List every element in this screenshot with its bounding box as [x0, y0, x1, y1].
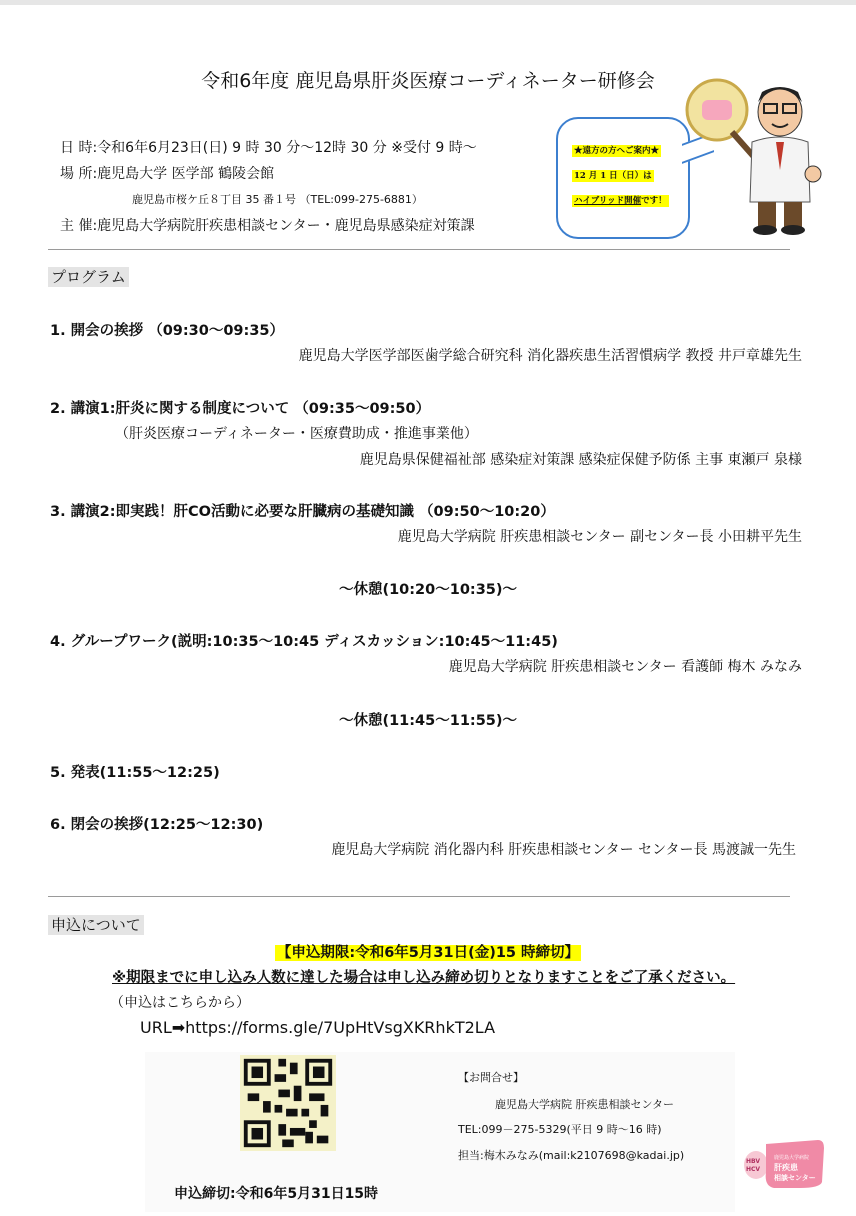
contact-org: 鹿児島大学病院 肝疾患相談センター	[495, 1098, 675, 1111]
logo-side-bubble	[744, 1151, 768, 1179]
program-item-3-speaker: 鹿児島大学病院 肝疾患相談センター 副センター長 小田耕平先生	[397, 529, 802, 545]
program-item-1-heading: 1. 開会の挨拶 （09:30～09:35）	[50, 323, 285, 339]
program-item-6-speaker: 鹿児島大学病院 消化器内科 肝疾患相談センター センター長 馬渡誠一先生	[331, 842, 796, 858]
datetime-line: 日 時:令和6年6月23日(日) 9 時 30 分～12時 30 分 ※受付 9 時～	[60, 140, 477, 156]
application-url[interactable]: URL➡https://forms.gle/7UpHtVsgXKRhkT2LA	[140, 1018, 496, 1037]
program-item-4-heading: 4. グループワーク(説明:10:35～10:45 ディスカッション:10:45～11:45)	[50, 634, 558, 650]
mascot-leg-right	[784, 202, 802, 228]
logo-hcv: HCV	[746, 1166, 761, 1173]
deadline-highlight: 【申込期限:令和6年5月31日(金)15 時締切】	[276, 945, 580, 961]
program-item-5-heading: 5. 発表(11:55～12:25)	[50, 765, 220, 781]
divider-2	[48, 896, 790, 897]
address-line: 鹿児島市桜ケ丘８丁目 35 番１号 （TEL:099-275-6881）	[132, 193, 423, 206]
logo-text-3: 相談センター	[774, 1174, 816, 1182]
mascot-shoe-left	[753, 225, 777, 235]
program-item-6-heading: 6. 閉会の挨拶(12:25～12:30)	[50, 817, 264, 833]
break-2: ～休憩(11:45～11:55)～	[338, 713, 518, 729]
organizer-line: 主 催:鹿児島大学病院肝疾患相談センター・鹿児島県感染症対策課	[60, 218, 475, 234]
top-strip	[0, 0, 856, 5]
hybrid-notice-bubble	[556, 117, 690, 239]
application-section-label: 申込について	[48, 915, 144, 935]
bubble-line-2: 12 月 1 日（日）は	[574, 171, 652, 181]
liver-center-logo	[740, 1132, 830, 1192]
mascot-shoe-right	[781, 225, 805, 235]
contact-person: 担当:梅木みなみ(mail:k2107698@kadai.jp)	[458, 1149, 685, 1162]
qr-caption: 申込締切:令和6年5月31日15時	[174, 1186, 379, 1202]
break-1: ～休憩(10:20～10:35)～	[338, 582, 518, 598]
mascot-fist	[805, 166, 821, 182]
program-item-3-heading: 3. 講演2:即実践！肝CO活動に必要な肝臓病の基礎知識 （09:50～10:20）	[50, 504, 555, 520]
venue-line: 場 所:鹿児島大学 医学部 鶴陵会館	[60, 166, 275, 182]
capacity-notice: ※期限までに申し込み人数に達した場合は申し込み締め切りとなりますことをご了承ください。	[112, 970, 736, 986]
logo-text-1: 鹿児島大学病院	[774, 1155, 810, 1161]
program-item-2-speaker: 鹿児島県保健福祉部 感染症対策課 感染症保健予防係 主事 東瀬戸 泉様	[359, 452, 802, 468]
program-section-label: プログラム	[48, 267, 129, 287]
program-item-2-sub: （肝炎医療コーディネーター・医療費助成・推進事業他）	[115, 426, 478, 442]
program-item-2-heading: 2. 講演1:肝炎に関する制度について （09:35～09:50）	[50, 401, 431, 417]
contact-heading: 【お問合せ】	[458, 1071, 524, 1084]
divider-1	[48, 249, 790, 250]
qr-code[interactable]	[240, 1055, 336, 1151]
apply-here-label: （申込はこちらから）	[110, 995, 250, 1011]
page-title: 令和6年度 鹿児島県肝炎医療コーディネーター研修会	[201, 70, 655, 92]
doctor-mascot-illustration	[680, 72, 830, 237]
mascot-leg-left	[758, 202, 776, 228]
bubble-line-3-suffix: です！	[641, 196, 667, 206]
program-item-4-speaker: 鹿児島大学病院 肝疾患相談センター 看護師 梅木 みなみ	[448, 659, 802, 675]
contact-tel: TEL:099－275-5329(平日 9 時～16 時)	[458, 1123, 662, 1136]
magnifier-icon	[702, 100, 732, 120]
bubble-line-3: ハイブリッド開催	[574, 196, 642, 206]
logo-hbv: HBV	[746, 1158, 760, 1165]
program-item-1-speaker: 鹿児島大学医学部医歯学総合研究科 消化器疾患生活習慣病学 教授 井戸章雄先生	[298, 348, 802, 364]
logo-text-2: 肝疾患	[774, 1163, 798, 1172]
bubble-line-1: ★遠方の方へご案内★	[574, 146, 660, 156]
